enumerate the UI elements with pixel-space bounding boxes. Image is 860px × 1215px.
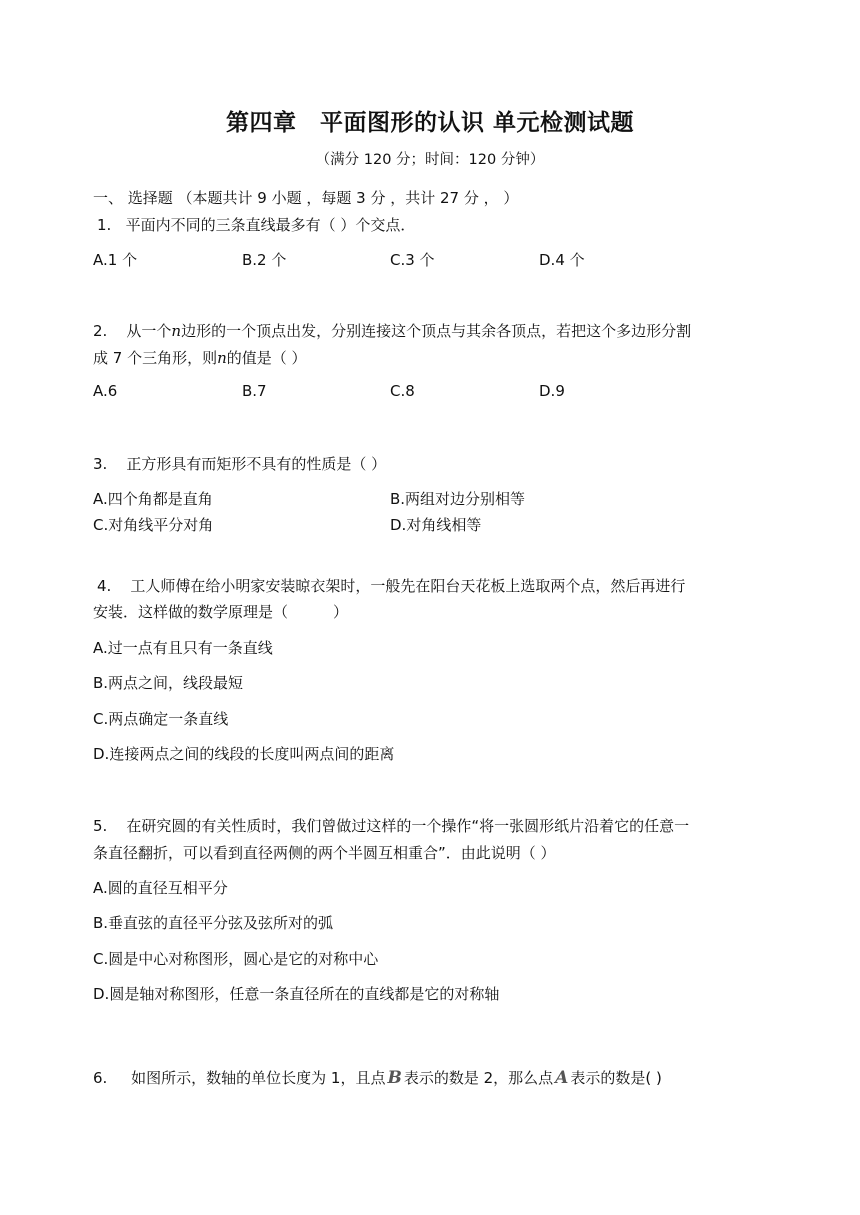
option-d[interactable]: D.连接两点之间的线段的长度叫两点间的距离 — [93, 745, 395, 763]
question-2 — [93, 320, 783, 341]
question-number: 4. — [97, 577, 112, 595]
option-b[interactable]: B.垂直弦的直径平分弦及弦所对的弧 — [93, 914, 334, 932]
question-number: 3. — [93, 455, 108, 473]
option-a[interactable]: A.四个角都是直角 — [93, 490, 213, 508]
option-c[interactable]: C.8 — [390, 382, 415, 400]
question-6 — [93, 1067, 783, 1088]
question-text: 平面内不同的三条直线最多有（ ）个交点． — [125, 216, 416, 234]
page-subtitle: （满分 120 分；时间：120 分钟） — [315, 152, 545, 168]
option-b[interactable]: B.2 个 — [242, 251, 287, 269]
question-5-cont: 条直径翻折，可以看到直径两侧的两个半圆互相重合”．由此说明（ ） — [93, 844, 556, 862]
option-c[interactable]: C.两点确定一条直线 — [93, 710, 229, 728]
question-text: 边形的一个顶点出发，分别连接这个顶点与其余各顶点，若把这个多边形分割 — [181, 322, 692, 340]
question-text: 如图所示，数轴的单位长度为 1，且点 — [131, 1069, 386, 1087]
question-text: 成 7 个三角形，则 — [93, 349, 218, 367]
option-b[interactable]: B.两组对边分别相等 — [390, 490, 526, 508]
question-text: 工人师傅在给小明家安装晾衣架时，一般先在阳台天花板上选取两个点，然后再进行 — [130, 577, 686, 595]
question-3 — [93, 453, 783, 474]
option-a[interactable]: A.1 个 — [93, 251, 138, 269]
option-d[interactable]: D.4 个 — [539, 251, 585, 269]
math-variable: n — [171, 322, 182, 340]
page-title: 第四章 平面图形的认识 单元检测试题 — [225, 110, 634, 136]
point-a-label: A — [555, 1068, 569, 1088]
question-text: 从一个 — [126, 322, 172, 340]
point-b-label: B — [387, 1068, 402, 1088]
question-4 — [97, 575, 787, 596]
question-number: 2. — [93, 322, 108, 340]
option-b[interactable]: B.两点之间，线段最短 — [93, 674, 244, 692]
question-number: 1. — [97, 216, 112, 234]
option-c[interactable]: C.3 个 — [390, 251, 435, 269]
question-number: 5. — [93, 817, 108, 835]
option-a[interactable]: A.圆的直径互相平分 — [93, 879, 228, 897]
math-variable: n — [217, 349, 227, 367]
question-text: 表示的数是( ) — [570, 1069, 662, 1087]
option-c[interactable]: C.对角线平分对角 — [93, 516, 214, 534]
question-4-cont: 安装．这样做的数学原理是（ ） — [93, 603, 349, 621]
question-text: 在研究圆的有关性质时，我们曾做过这样的一个操作“将一张圆形纸片沿着它的任意一 — [126, 817, 690, 835]
question-5 — [93, 815, 783, 836]
option-a[interactable]: A.6 — [93, 382, 118, 400]
question-number: 6. — [93, 1069, 108, 1087]
question-text: 正方形具有而矩形不具有的性质是（ ） — [126, 455, 387, 473]
option-c[interactable]: C.圆是中心对称图形，圆心是它的对称中心 — [93, 950, 379, 968]
question-text: 表示的数是 2，那么点 — [403, 1069, 554, 1087]
question-2-cont — [93, 347, 783, 368]
option-d[interactable]: D.对角线相等 — [390, 516, 482, 534]
question-1 — [97, 214, 787, 235]
question-text: 的值是（ ） — [226, 349, 307, 367]
section-heading: 一、 选择题 （本题共计 9 小题 ，每题 3 分 ，共计 27 分 ， ） — [93, 189, 519, 207]
option-a[interactable]: A.过一点有且只有一条直线 — [93, 639, 273, 657]
option-b[interactable]: B.7 — [242, 382, 267, 400]
option-d[interactable]: D.圆是轴对称图形，任意一条直径所在的直线都是它的对称轴 — [93, 985, 500, 1003]
option-d[interactable]: D.9 — [539, 382, 565, 400]
